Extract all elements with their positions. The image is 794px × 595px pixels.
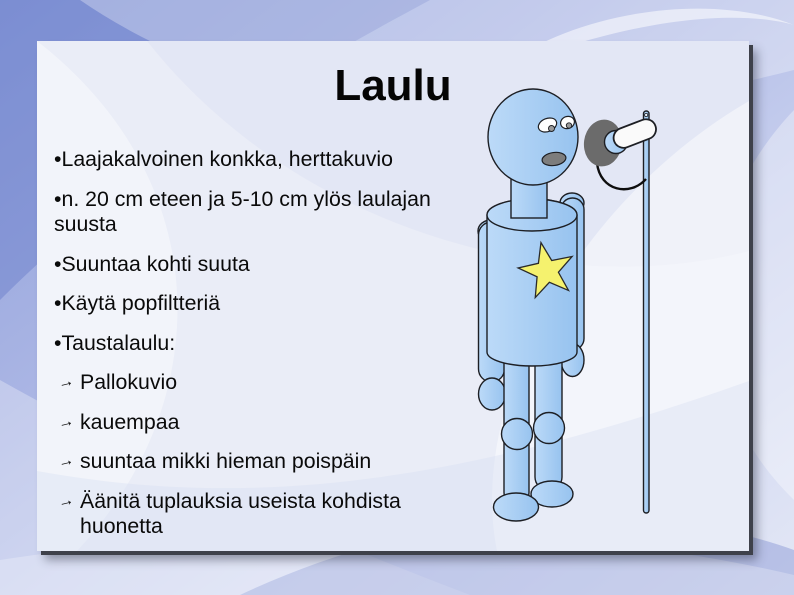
bullet-item xyxy=(54,489,484,540)
bullet-text: Taustalaulu: xyxy=(61,330,176,355)
bullet-icon: • xyxy=(54,291,62,315)
arrow-icon: → xyxy=(56,490,76,512)
bullet-text: Käytä popfiltteriä xyxy=(61,291,221,315)
bullet-list xyxy=(54,147,484,551)
bullet-icon: • xyxy=(54,186,62,211)
bullet-icon: • xyxy=(54,251,62,276)
bullet-text: n. 20 cm eteen ja 5-10 cm ylös laulajan suusta xyxy=(54,186,431,236)
bullet-item xyxy=(54,370,484,396)
arrow-icon: → xyxy=(56,372,76,393)
bullet-item xyxy=(54,147,484,173)
bullet-item xyxy=(54,410,484,436)
bullet-text: kauempaa xyxy=(80,409,180,434)
bullet-item xyxy=(54,449,484,475)
slide xyxy=(37,41,749,551)
bullet-text: Suuntaa kohti suuta xyxy=(61,251,250,276)
bullet-item xyxy=(54,331,484,357)
bullet-item xyxy=(54,291,484,317)
slide-title: Laulu xyxy=(334,61,452,110)
bullet-text: Pallokuvio xyxy=(80,370,178,394)
arrow-icon: → xyxy=(56,451,76,472)
bullet-text: Laajakalvoinen konkka, herttakuvio xyxy=(61,147,393,171)
arrow-icon: → xyxy=(56,411,76,433)
bullet-icon: • xyxy=(54,147,62,171)
bullet-item xyxy=(54,187,484,238)
bullet-text: Äänitä tuplauksia useista kohdista huonetta xyxy=(80,488,401,538)
bullet-text: suuntaa mikki hieman poispäin xyxy=(80,449,372,473)
bullet-item xyxy=(54,252,484,278)
bullet-icon: • xyxy=(54,330,62,355)
